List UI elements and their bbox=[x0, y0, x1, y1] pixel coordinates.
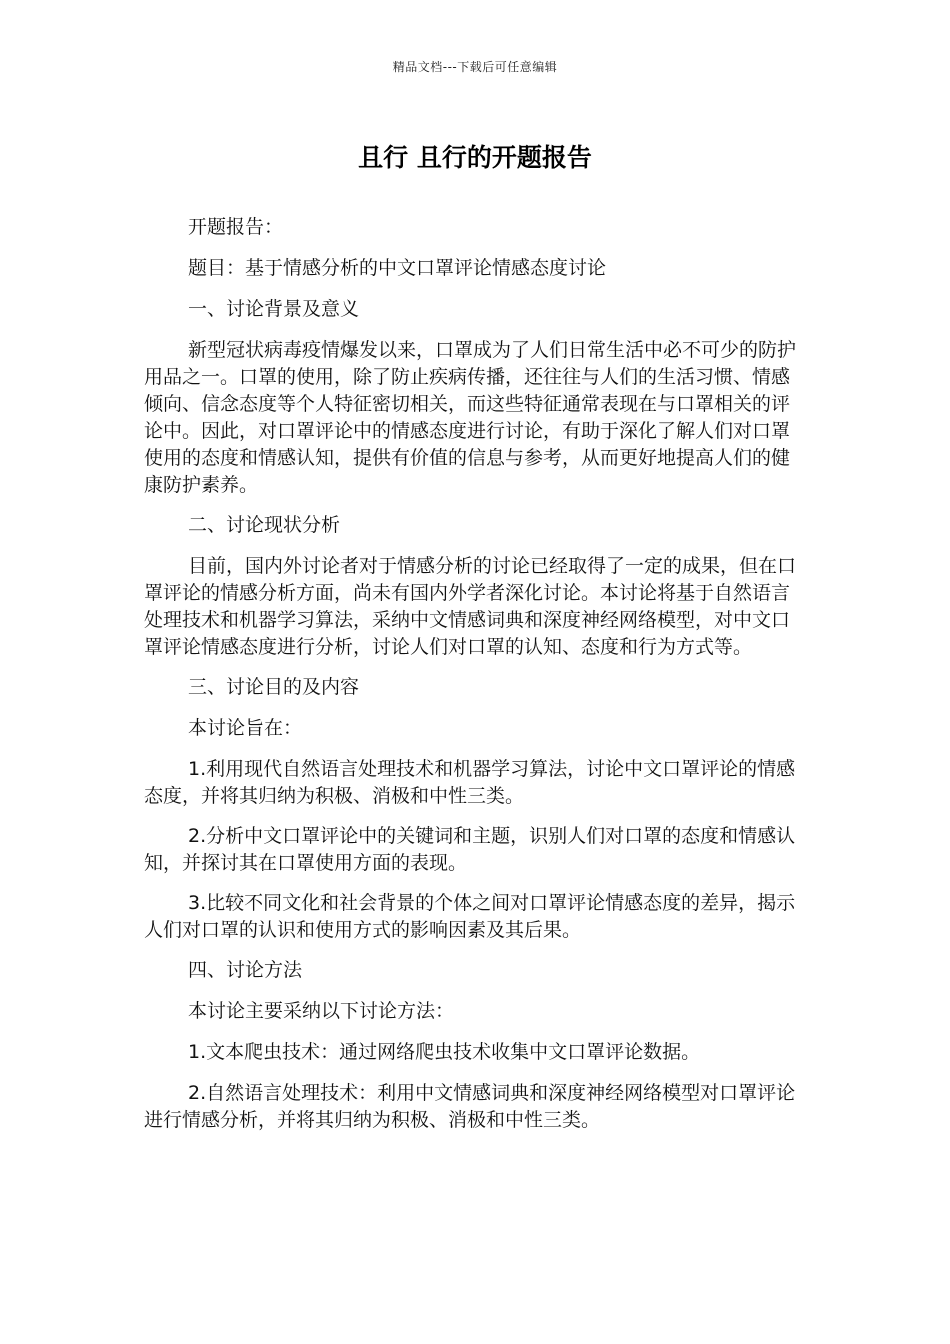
objectives-intro: 本讨论旨在： bbox=[188, 717, 303, 739]
objective-item-2: 2.分析中文口罩评论中的关键词和主题，识别人们对口罩的态度和情感认知，并探讨其在口罩使用方面的表现。 bbox=[144, 825, 796, 874]
paragraph-background: 新型冠状病毒疫情爆发以来，口罩成为了人们日常生活中必不可少的防护用品之一。口罩的使用，除了防止疾病传播，还往往与人们的生活习惯、情感倾向、信念态度等个人特征密切相关，而这些特征通常表现在与口罩相关的评论中。因此，对口罩评论中的情感态度进行讨论，有助于深化了解人们对口罩使用的态度和情感认知，提供有价值的信息与参考，从而更好地提高人们的健康防护素养。 bbox=[144, 339, 797, 496]
paragraph-status: 目前，国内外讨论者对于情感分析的讨论已经取得了一定的成果，但在口罩评论的情感分析方面，尚未有国内外学者深化讨论。本讨论将基于自然语言处理技术和机器学习算法，采纳中文情感词典和深度神经网络模型，对中文口罩评论情感态度进行分析，讨论人们对口罩的认知、态度和行为方式等。 bbox=[144, 555, 797, 658]
section-heading-objectives: 三、讨论目的及内容 bbox=[188, 676, 360, 698]
page-header-note: 精品文档---下载后可任意编辑 bbox=[392, 60, 558, 74]
method-item-2: 2.自然语言处理技术：利用中文情感词典和深度神经网络模型对口罩评论进行情感分析，并将其归纳为积极、消极和中性三类。 bbox=[144, 1082, 796, 1131]
section-heading-status: 二、讨论现状分析 bbox=[188, 514, 341, 536]
objective-item-3: 3.比较不同文化和社会背景的个体之间对口罩评论情感态度的差异，揭示人们对口罩的认识和使用方式的影响因素及其后果。 bbox=[144, 892, 796, 941]
section-heading-background: 一、讨论背景及意义 bbox=[188, 298, 360, 320]
document-body bbox=[144, 214, 796, 1134]
objective-item-1: 1.利用现代自然语言处理技术和机器学习算法，讨论中文口罩评论的情感态度，并将其归纳为积极、消极和中性三类。 bbox=[144, 758, 796, 807]
document-title: 且行 且行的开题报告 bbox=[358, 143, 592, 172]
method-item-1: 1.文本爬虫技术：通过网络爬虫技术收集中文口罩评论数据。 bbox=[188, 1041, 701, 1063]
section-heading-methods: 四、讨论方法 bbox=[188, 959, 303, 981]
methods-intro: 本讨论主要采纳以下讨论方法： bbox=[188, 1000, 455, 1022]
opening-label: 开题报告： bbox=[188, 216, 284, 238]
topic-line: 题目：基于情感分析的中文口罩评论情感态度讨论 bbox=[188, 257, 607, 279]
